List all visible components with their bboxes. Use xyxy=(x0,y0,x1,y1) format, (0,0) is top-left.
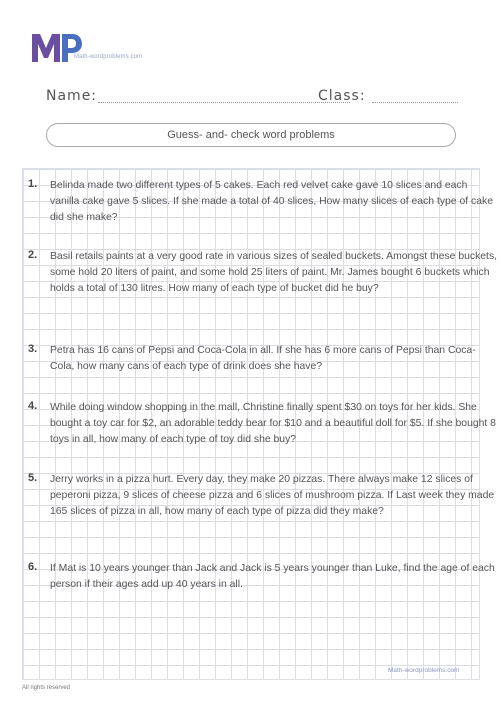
name-label: Name: xyxy=(46,88,98,104)
footer-rights-text: All rights reserved xyxy=(22,685,71,691)
problem-number: 4. xyxy=(28,400,38,412)
problem-text: While doing window shopping in the mall, Christine finally spent $30 on toys for her kids. She bought a toy car for $2, an adorable teddy bear for $10 and a beautiful doll for $5. If she bought 8 toys in all, how many of each type of toy did she buy? xyxy=(50,402,496,445)
footer-site-text: Math-wordproblems.com xyxy=(388,667,460,674)
class-field[interactable] xyxy=(372,101,458,103)
logo-site-text: Math-wordproblems.com xyxy=(74,54,143,60)
student-info-line xyxy=(46,88,466,108)
problem-text: If Mat is 10 years younger than Jack and Jack is 5 years younger than Luke, find the age of each person if their ages add up 40 years in all. xyxy=(50,563,495,590)
problem-number: 1. xyxy=(28,178,38,190)
worksheet-title: Guess- and- check word problems xyxy=(46,123,456,147)
problem-number: 5. xyxy=(28,472,38,484)
problem-text: Petra has 16 cans of Pepsi and Coca-Cola in all. If she has 6 more cans of Pepsi than Coca-Cola, how many cans of each type of drink does she have? xyxy=(50,345,476,372)
class-label: Class: xyxy=(318,88,366,104)
name-field[interactable] xyxy=(98,101,350,103)
problem-text: Jerry works in a pizza hurt. Every day, they make 20 pizzas. There always make 12 slices of peperoni pizza, 9 slices of cheese pizza and 6 slices of mushroom pizza. If Last week they made 165 slices of pizza in all, how many of each type of pizza did they make? xyxy=(50,474,495,517)
problem-number: 2. xyxy=(28,249,38,261)
problem-text: Basil retails paints at a very good rate in various sizes of sealed buckets. Amongst these buckets, some hold 20 liters of paint, and some hold 25 liters of paint. Mr. James bought 6 buckets which holds a total of 130 litres. How many of each type of bucket did he buy? xyxy=(50,251,498,294)
problem-number: 3. xyxy=(28,343,38,355)
problem-text: Belinda made two different types of 5 cakes. Each red velvet cake gave 10 slices and each vanilla cake gave 5 slices. If she made a total of 40 slices, How many slices of each type of cake did she make? xyxy=(50,180,493,223)
problem-number: 6. xyxy=(28,561,38,573)
brand-logo xyxy=(30,30,160,66)
